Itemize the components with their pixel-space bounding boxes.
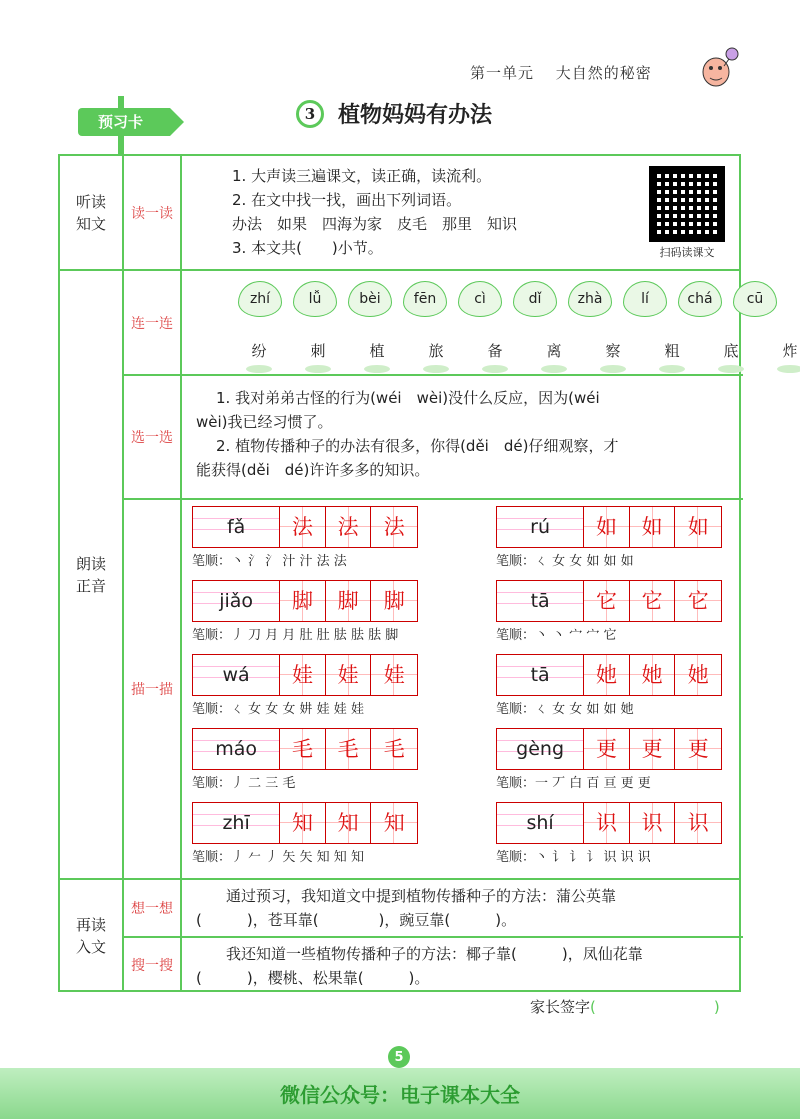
stroke-order — [192, 772, 418, 792]
trace-char[interactable]: 识 — [584, 803, 630, 843]
trace-char[interactable]: 她 — [584, 655, 630, 695]
stroke-order — [496, 698, 722, 718]
section-listen — [60, 156, 739, 271]
choose-exercise — [196, 386, 725, 482]
stroke-order — [496, 772, 722, 792]
page-number: 5 — [388, 1046, 410, 1068]
pinyin-box: tā — [497, 581, 584, 621]
writing-block — [496, 654, 722, 718]
stroke-order — [496, 846, 722, 866]
parent-sign-label: 家长签字 — [530, 998, 591, 1016]
stroke-label: 笔顺： — [192, 554, 232, 569]
trace-char[interactable]: 如 — [630, 507, 676, 547]
trace-char[interactable]: 它 — [630, 581, 676, 621]
card-tag: 预习卡 — [78, 108, 170, 136]
trace-char[interactable]: 更 — [630, 729, 676, 769]
search-line: 我还知道一些植物传播种子的方法：椰子靠( )，凤仙花靠 — [226, 945, 643, 963]
pinyin-box: jiǎo — [193, 581, 280, 621]
unit-header — [470, 62, 668, 83]
link-char: 炸 — [775, 339, 800, 373]
section-reread — [60, 880, 739, 992]
link-char: 备 — [480, 339, 510, 373]
stroke-sequence: 丶 讠 讠 讠 识 识 识 — [535, 850, 651, 865]
think-line: 通过预习，我知道文中提到植物传播种子的方法：蒲公英靠 — [226, 887, 617, 905]
writing-row — [496, 580, 722, 622]
trace-char[interactable]: 知 — [280, 803, 326, 843]
pinyin-box: zhī — [193, 803, 280, 843]
parent-signature — [530, 996, 720, 1017]
pinyin-box: rú — [497, 507, 584, 547]
stroke-label: 笔顺： — [496, 628, 536, 643]
link-char: 离 — [539, 339, 569, 373]
pinyin-leaf: chá — [678, 281, 722, 317]
writing-block — [192, 654, 418, 718]
stroke-label: 笔顺： — [496, 554, 536, 569]
trace-char[interactable]: 知 — [371, 803, 417, 843]
trace-char[interactable]: 脚 — [280, 581, 326, 621]
trace-exercise — [184, 500, 739, 878]
lesson-title — [296, 98, 492, 129]
writing-block — [192, 580, 418, 644]
stroke-sequence: ㄑ 女 女 女 妌 娃 娃 娃 — [231, 702, 364, 717]
stroke-label: 笔顺： — [496, 776, 536, 791]
trace-char[interactable]: 法 — [280, 507, 326, 547]
pinyin-box: tā — [497, 655, 584, 695]
writing-row — [496, 654, 722, 696]
category-pronounce: 朗读 正音 — [60, 271, 124, 878]
stroke-sequence: 丿 𠂉 丿 矢 矢 知 知 知 — [231, 850, 364, 865]
pinyin-leaf: zhí — [238, 281, 282, 317]
pinyin-leaf: zhà — [568, 281, 612, 317]
pinyin-leaf: fēn — [403, 281, 447, 317]
trace-char[interactable]: 娃 — [371, 655, 417, 695]
lesson-number: 3 — [296, 100, 324, 128]
pinyin-leaf: bèi — [348, 281, 392, 317]
writing-row — [192, 506, 418, 548]
pinyin-leaf: lǚ — [293, 281, 337, 317]
pinyin-box: fǎ — [193, 507, 280, 547]
link-char: 刺 — [303, 339, 333, 373]
category-reread: 再读 入文 — [60, 880, 124, 992]
writing-block — [192, 728, 418, 792]
sub-read: 读一读 — [124, 156, 182, 269]
preview-card-table — [58, 154, 798, 992]
think-line: ( )，苍耳靠( )，豌豆靠( )。 — [196, 911, 517, 929]
pinyin-leaf: lí — [623, 281, 667, 317]
footer-banner: 微信公众号：电子课本大全 — [0, 1068, 800, 1119]
stroke-order — [192, 624, 418, 644]
trace-char[interactable]: 她 — [630, 655, 676, 695]
writing-block — [496, 580, 722, 644]
qr-code[interactable] — [649, 166, 725, 260]
stroke-order — [496, 550, 722, 570]
trace-char[interactable]: 它 — [675, 581, 721, 621]
think-exercise — [196, 884, 729, 932]
section-pronounce — [60, 271, 798, 880]
trace-char[interactable]: 更 — [675, 729, 721, 769]
trace-char[interactable]: 毛 — [280, 729, 326, 769]
stroke-sequence: 丿 二 三 毛 — [231, 776, 296, 791]
link-char: 旅 — [421, 339, 451, 373]
search-line: ( )，樱桃、松果靠( )。 — [196, 969, 430, 987]
pinyin-box: gèng — [497, 729, 584, 769]
writing-block — [496, 506, 722, 570]
pinyin-leaf: cū — [733, 281, 777, 317]
choose-line: 2. 植物传播种子的办法有很多，你得(děi dé)仔细观察，才 — [216, 437, 619, 455]
word-list: 办法 如果 四海为家 皮毛 那里 知识 — [232, 215, 518, 233]
writing-block — [192, 506, 418, 570]
stroke-label: 笔顺： — [496, 850, 536, 865]
writing-row — [192, 580, 418, 622]
writing-block — [496, 728, 722, 792]
stroke-label: 笔顺： — [496, 702, 536, 717]
stroke-label: 笔顺： — [192, 628, 232, 643]
trace-char[interactable]: 毛 — [326, 729, 372, 769]
instruction-line: 3. 本文共( )小节。 — [232, 239, 383, 257]
char-row — [244, 339, 800, 373]
trace-char[interactable]: 她 — [675, 655, 721, 695]
pinyin-box: máo — [193, 729, 280, 769]
pinyin-leaf: dǐ — [513, 281, 557, 317]
stroke-label: 笔顺： — [192, 776, 232, 791]
sub-choose: 选一选 — [124, 376, 182, 498]
writing-block — [192, 802, 418, 866]
writing-block — [496, 802, 722, 866]
sub-search: 搜一搜 — [124, 938, 182, 992]
mascot-icon — [696, 46, 740, 90]
paren-open: ( — [590, 998, 596, 1016]
stroke-order — [192, 846, 418, 866]
instruction-line: 1. 大声读三遍课文，读正确，读流利。 — [232, 167, 492, 185]
link-char: 纷 — [244, 339, 274, 373]
sub-think: 想一想 — [124, 880, 182, 936]
instruction-line: 2. 在文中找一找，画出下列词语。 — [232, 191, 462, 209]
stroke-order — [496, 624, 722, 644]
trace-char[interactable]: 脚 — [371, 581, 417, 621]
trace-char[interactable]: 娃 — [280, 655, 326, 695]
pinyin-box: shí — [497, 803, 584, 843]
trace-char[interactable]: 娃 — [326, 655, 372, 695]
writing-row — [192, 802, 418, 844]
trace-char[interactable]: 法 — [371, 507, 417, 547]
choose-line: 1. 我对弟弟古怪的行为(wéi wèi)没什么反应，因为(wéi — [216, 389, 600, 407]
link-char: 粗 — [657, 339, 687, 373]
paren-close: ) — [713, 998, 720, 1016]
writing-row — [192, 654, 418, 696]
stroke-sequence: 丶 丶 宀 宀 它 — [535, 628, 617, 643]
stroke-sequence: 丿 刀 月 月 肚 肚 胠 胠 胠 脚 — [231, 628, 399, 643]
stroke-order — [192, 698, 418, 718]
pinyin-box: wá — [193, 655, 280, 695]
pinyin-row — [238, 281, 777, 317]
sub-trace: 描一描 — [124, 500, 182, 878]
pinyin-leaf: cì — [458, 281, 502, 317]
stroke-order — [192, 550, 418, 570]
stroke-label: 笔顺： — [192, 850, 232, 865]
trace-char[interactable]: 毛 — [371, 729, 417, 769]
link-exercise — [184, 271, 798, 374]
unit-label: 第一单元 — [470, 64, 535, 82]
trace-char[interactable]: 脚 — [326, 581, 372, 621]
trace-char[interactable]: 如 — [584, 507, 630, 547]
link-char: 察 — [598, 339, 628, 373]
divider — [124, 374, 743, 376]
trace-char[interactable]: 识 — [675, 803, 721, 843]
category-listen: 听读 知文 — [60, 156, 124, 269]
writing-row — [496, 728, 722, 770]
stroke-sequence: ㄑ 女 女 如 如 她 — [535, 702, 634, 717]
stroke-sequence: 丶 氵 氵 汁 汁 法 法 — [231, 554, 347, 569]
link-char: 植 — [362, 339, 392, 373]
unit-theme: 大自然的秘密 — [555, 64, 652, 82]
qr-code-icon[interactable] — [649, 166, 725, 242]
divider — [124, 936, 743, 938]
stroke-sequence: ㄑ 女 女 如 如 如 — [535, 554, 634, 569]
writing-row — [496, 506, 722, 548]
stroke-sequence: 一 丆 白 百 亘 更 更 — [535, 776, 651, 791]
writing-row — [192, 728, 418, 770]
trace-char[interactable]: 知 — [326, 803, 372, 843]
qr-caption: 扫码读课文 — [659, 246, 715, 259]
writing-row — [496, 802, 722, 844]
trace-char[interactable]: 法 — [326, 507, 372, 547]
trace-char[interactable]: 更 — [584, 729, 630, 769]
lesson-name: 植物妈妈有办法 — [338, 103, 493, 128]
stroke-label: 笔顺： — [192, 702, 232, 717]
trace-char[interactable]: 它 — [584, 581, 630, 621]
choose-line: 能获得(děi dé)许许多多的知识。 — [196, 461, 430, 479]
sub-link: 连一连 — [124, 271, 182, 374]
trace-char[interactable]: 如 — [675, 507, 721, 547]
search-exercise — [196, 942, 729, 990]
link-char: 底 — [716, 339, 746, 373]
choose-line: wèi)我已经习惯了。 — [196, 413, 333, 431]
trace-char[interactable]: 识 — [630, 803, 676, 843]
